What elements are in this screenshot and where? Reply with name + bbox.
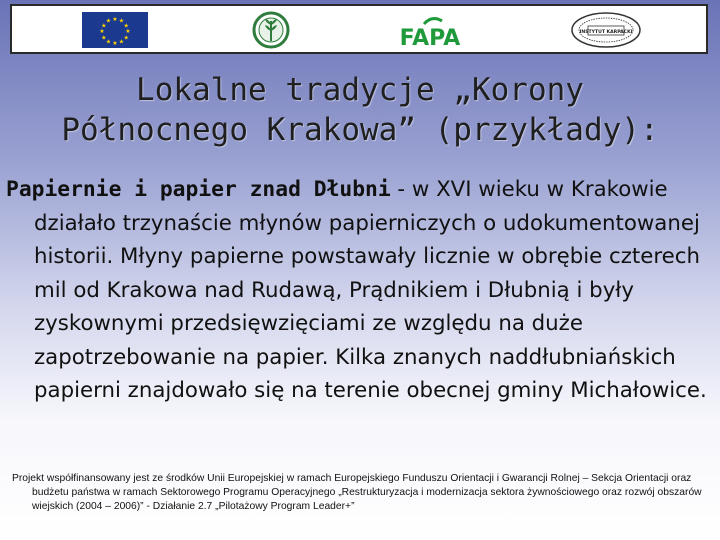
instytut-karpacki-logo	[570, 11, 642, 47]
svg-text:★: ★	[123, 34, 129, 42]
slide-title-line-2: Północnego Krakowa” (przykłady):	[61, 112, 659, 148]
svg-text:★: ★	[101, 22, 107, 30]
fapa-logo	[384, 14, 476, 50]
svg-text:★: ★	[112, 16, 118, 23]
logo-bar	[10, 4, 708, 54]
svg-text:★: ★	[118, 17, 125, 25]
svg-text:★: ★	[125, 28, 131, 35]
slide-title	[0, 70, 720, 150]
svg-text:★: ★	[112, 40, 118, 47]
karpacki-logo-text: INSTYTUT KARPACKI	[579, 30, 633, 35]
slide-title-line-1: Lokalne tradycje „Korony	[136, 72, 584, 108]
fapa-logo-text: FAPA	[399, 26, 461, 48]
svg-text:★: ★	[105, 38, 112, 46]
svg-text:★: ★	[123, 22, 129, 30]
slide-body-paragraph	[6, 173, 714, 408]
ministry-wheat-logo	[252, 11, 290, 47]
paragraph-text: - w XVI wieku w Krakowie działało trzynaście młynów papierniczych o udokumentowanej historii. Młyny papierne powstawały licznie w obrębie czterech mil od Krakowa nad Rudawą, Prądnikiem i Dłubnią i były zyskownymi przedsięwzięciami ze względu na duże zapotrzebowanie na papier. Kilka znanych naddłubniańskich papierni znajdowało się na terenie obecnej gminy Michałowice.	[34, 177, 707, 403]
funding-footer: Projekt współfinansowany jest ze środków Unii Europejskiej w ramach Europejskiego Funduszu Orientacji i Gwarancji Rolnej – Sekcja Orientacji oraz budżetu państwa w ramach Sektorowego Programu Operacyjnego „Restrukturyzacja i modernizacja sektora żywnościowego oraz rozwój obszarów wiejskich (2004 – 2006)” - Działanie 2.7 „Pilotażowy Program Leader+”	[12, 473, 702, 512]
eu-flag-logo	[82, 12, 148, 48]
svg-text:★: ★	[101, 34, 107, 42]
paragraph-lead-heading: Papiernie i papier znad Dłubni	[6, 177, 391, 202]
svg-text:★: ★	[118, 38, 125, 46]
svg-text:★: ★	[105, 17, 112, 25]
svg-text:★: ★	[99, 28, 105, 35]
